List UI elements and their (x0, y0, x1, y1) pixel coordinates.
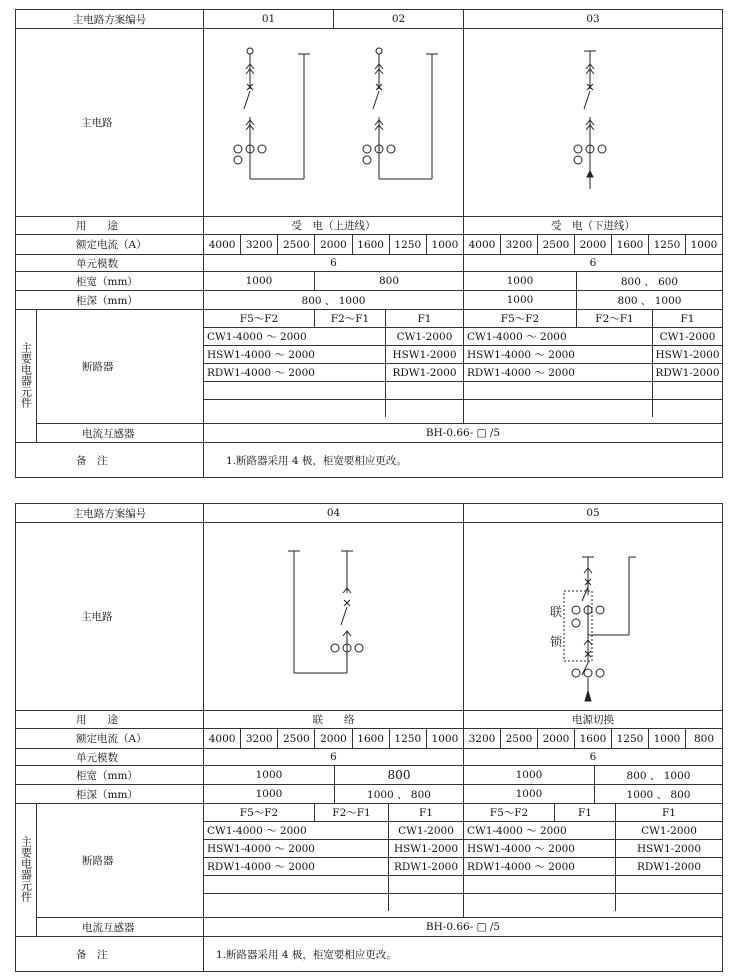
circuit-01 (234, 48, 310, 179)
current-cell: 1250 (649, 235, 686, 254)
scheme-04: 04 (204, 504, 464, 523)
depth-03 (464, 291, 723, 310)
usage-05: 电源切换 (464, 711, 723, 729)
current-cell: 1000 (649, 729, 686, 748)
breaker-grid-03 (464, 310, 722, 417)
depth-value: 1000 (204, 785, 335, 803)
width-value: 800 、 1000 (626, 769, 691, 782)
breaker-model: CW1-4000 ～ 2000 (464, 328, 653, 346)
row-cabinet-depth (16, 785, 723, 804)
modules-03: 6 (464, 255, 723, 272)
current-cell: 800 (693, 732, 715, 745)
label-breaker: 断路器 (37, 310, 204, 424)
empty-cell (204, 876, 389, 894)
frame-cell: F5～F2 (204, 804, 315, 822)
empty-cell (653, 400, 723, 418)
row-scheme-no (16, 10, 723, 29)
depth-01-02: 800 、 1000 (204, 291, 464, 310)
current-cell: 3200 (501, 235, 538, 254)
breaker-model: CW1-2000 (616, 822, 723, 840)
currents-01-02 (204, 235, 464, 255)
modules-05: 6 (464, 749, 723, 766)
empty-cell (464, 894, 616, 912)
depth-value: 1000 、 800 (626, 788, 691, 801)
empty-cell (204, 400, 386, 418)
frame-cell: F2～F1 (315, 310, 386, 328)
width-03 (464, 272, 723, 291)
breaker-model: CW1-2000 (389, 822, 464, 840)
breaker-model: HSW1-2000 (616, 840, 723, 858)
breakers-03 (464, 310, 723, 424)
label-main-components: 主要电器元件 (16, 804, 37, 937)
label-remarks: 备 注 (16, 443, 204, 478)
current-cell: 4000 (464, 235, 501, 254)
row-scheme-no (16, 504, 723, 523)
usage-04: 联 络 (204, 711, 464, 729)
current-cell: 4000 (204, 235, 241, 254)
breaker-model: HSW1-4000 ～ 2000 (204, 840, 389, 858)
breaker-model: CW1-4000 ～ 2000 (464, 822, 616, 840)
scheme-01: 01 (204, 10, 334, 29)
modules-01-02: 6 (204, 255, 464, 272)
scheme-table-2 (15, 503, 723, 972)
current-cell: 2000 (315, 235, 352, 254)
current-cell: 1000 (690, 238, 718, 251)
label-rated-current: 额定电流（A） (16, 235, 204, 255)
frame-cell: F5～F2 (204, 310, 315, 328)
row-usage (16, 711, 723, 729)
breaker-model: RDW1-2000 (653, 364, 723, 382)
current-cell: 1600 (612, 235, 649, 254)
frame-cell: F1 (386, 310, 464, 328)
current-cell: 1000 (431, 238, 459, 251)
empty-cell (204, 894, 389, 912)
row-unit-modules (16, 749, 723, 766)
row-cabinet-depth (16, 291, 723, 310)
label-breaker: 断路器 (37, 804, 204, 918)
ct-value: BH-0.66- □ /5 (204, 918, 723, 937)
frame-cell: F1 (555, 804, 616, 822)
breaker-model: RDW1-2000 (386, 364, 464, 382)
current-cell: 3200 (241, 235, 278, 254)
row-rated-current (16, 235, 723, 255)
frame-cell: F1 (616, 804, 723, 822)
remark-text: 1.断路器采用 4 极，柜宽要相应更改。 (204, 937, 723, 972)
empty-cell (616, 876, 723, 894)
depth-05 (464, 785, 723, 804)
empty-cell (389, 876, 464, 894)
row-ct (16, 918, 723, 937)
label-unit-modules: 单元模数 (16, 749, 204, 766)
current-cell: 2500 (278, 729, 315, 748)
current-cell: 3200 (464, 729, 501, 748)
breaker-grid-01-02 (204, 310, 463, 417)
row-cabinet-width (16, 766, 723, 785)
ct-value: BH-0.66- □ /5 (204, 424, 723, 443)
row-cabinet-width (16, 272, 723, 291)
current-cell: 1600 (575, 729, 612, 748)
breaker-model: HSW1-2000 (386, 346, 464, 364)
scheme-table-1 (15, 9, 723, 478)
circuit-01-02 (204, 29, 464, 217)
label-remarks: 备 注 (16, 937, 204, 972)
depth-value: 1000 (464, 785, 595, 803)
breakers-05 (464, 804, 723, 918)
scheme-02: 02 (334, 10, 464, 29)
label-cabinet-width: 柜宽（mm） (16, 766, 204, 785)
breaker-model: HSW1-4000 ～ 2000 (464, 346, 653, 364)
label-cabinet-depth: 柜深（mm） (16, 785, 204, 804)
breaker-model: RDW1-4000 ～ 2000 (464, 364, 653, 382)
currents-05 (464, 729, 723, 749)
label-unit-modules: 单元模数 (16, 255, 204, 272)
frame-cell: F2～F1 (315, 804, 389, 822)
row-unit-modules (16, 255, 723, 272)
empty-cell (616, 894, 723, 912)
frame-cell: F5～F2 (464, 804, 555, 822)
label-main-circuit: 主电路 (16, 523, 204, 711)
current-cell: 1000 (431, 732, 459, 745)
row-breakers (16, 310, 723, 424)
current-cell: 2500 (538, 235, 575, 254)
breaker-model: CW1-2000 (653, 328, 723, 346)
breaker-model: RDW1-4000 ～ 2000 (464, 858, 616, 876)
current-cell: 2000 (538, 729, 575, 748)
row-remarks (16, 937, 723, 972)
width-value: 800 (378, 275, 400, 287)
current-cell: 1250 (390, 235, 427, 254)
breaker-model: HSW1-2000 (389, 840, 464, 858)
breaker-model: RDW1-4000 ～ 2000 (204, 858, 389, 876)
depth-value: 1000 (464, 291, 577, 309)
breaker-model: CW1-4000 ～ 2000 (204, 328, 386, 346)
width-04 (204, 766, 464, 785)
depth-value: 800 、 1000 (617, 294, 682, 307)
circuit-04 (204, 523, 464, 711)
breakers-01-02 (204, 310, 464, 424)
row-ct (16, 424, 723, 443)
row-usage (16, 217, 723, 235)
breaker-model: HSW1-4000 ～ 2000 (464, 840, 616, 858)
empty-cell (386, 382, 464, 400)
current-cell: 1250 (612, 729, 649, 748)
label-usage: 用 途 (16, 711, 204, 729)
usage-01-02: 受 电（上进线） (204, 217, 464, 235)
label-cabinet-depth: 柜深（mm） (16, 291, 204, 310)
modules-04: 6 (204, 749, 464, 766)
current-cell: 4000 (204, 729, 241, 748)
empty-cell (464, 400, 653, 418)
frame-cell: F5～F2 (464, 310, 577, 328)
current-cell: 2000 (315, 729, 352, 748)
width-value: 800 (387, 768, 411, 782)
label-scheme-no: 主电路方案编号 (16, 504, 204, 523)
circuit-05 (464, 523, 723, 711)
width-value: 1000 (464, 766, 595, 784)
label-ct: 电流互感器 (37, 424, 204, 443)
breaker-model: CW1-4000 ～ 2000 (204, 822, 389, 840)
row-main-circuit (16, 523, 723, 711)
breaker-model: RDW1-4000 ～ 2000 (204, 364, 386, 382)
width-01-02 (204, 272, 464, 291)
label-main-components: 主要电器元件 (16, 310, 37, 443)
depth-04 (204, 785, 464, 804)
breaker-model: HSW1-2000 (653, 346, 723, 364)
interlock-label-2: 锁 (550, 635, 563, 649)
empty-cell (464, 382, 653, 400)
width-value: 1000 (464, 272, 577, 290)
empty-cell (386, 400, 464, 418)
currents-03 (464, 235, 723, 255)
frame-cell: F1 (653, 310, 723, 328)
breaker-model: RDW1-2000 (389, 858, 464, 876)
circuit-diagram-03 (464, 29, 723, 216)
current-cell: 2500 (278, 235, 315, 254)
row-breakers (16, 804, 723, 918)
breaker-model: HSW1-4000 ～ 2000 (204, 346, 386, 364)
breaker-grid-05 (464, 804, 722, 911)
remark-text: 1.断路器采用 4 极，柜宽要相应更改。 (204, 443, 723, 478)
label-rated-current: 额定电流（A） (16, 729, 204, 749)
circuit-02 (363, 48, 438, 179)
interlock-label-1: 联 (550, 605, 563, 619)
circuit-diagram-05 (464, 523, 723, 710)
current-cell: 1600 (353, 729, 390, 748)
label-usage: 用 途 (16, 217, 204, 235)
currents-04 (204, 729, 464, 749)
row-main-circuit (16, 29, 723, 217)
breaker-grid-04 (204, 804, 463, 911)
circuit-diagram-01-02 (204, 29, 464, 216)
circuit-diagram-04 (204, 523, 464, 710)
row-rated-current (16, 729, 723, 749)
scheme-03: 03 (464, 10, 723, 29)
current-cell: 2000 (575, 235, 612, 254)
label-ct: 电流互感器 (37, 918, 204, 937)
label-cabinet-width: 柜宽（mm） (16, 272, 204, 291)
frame-cell: F1 (389, 804, 464, 822)
width-value: 1000 (204, 766, 335, 784)
width-value: 1000 (204, 272, 315, 290)
frame-cell: F2～F1 (577, 310, 653, 328)
breakers-04 (204, 804, 464, 918)
empty-cell (204, 382, 386, 400)
depth-value: 1000 、 800 (367, 788, 431, 801)
label-main-circuit: 主电路 (16, 29, 204, 217)
current-cell: 3200 (241, 729, 278, 748)
empty-cell (464, 876, 616, 894)
breaker-model: RDW1-2000 (616, 858, 723, 876)
current-cell: 1600 (353, 235, 390, 254)
current-cell: 2500 (501, 729, 538, 748)
breaker-model: CW1-2000 (386, 328, 464, 346)
current-cell: 1250 (390, 729, 427, 748)
width-value: 800 、 600 (620, 275, 679, 288)
label-scheme-no: 主电路方案编号 (16, 10, 204, 29)
width-05 (464, 766, 723, 785)
usage-03: 受 电（下进线） (464, 217, 723, 235)
scheme-05: 05 (464, 504, 723, 523)
empty-cell (389, 894, 464, 912)
row-remarks (16, 443, 723, 478)
circuit-03 (464, 29, 723, 217)
empty-cell (653, 382, 723, 400)
